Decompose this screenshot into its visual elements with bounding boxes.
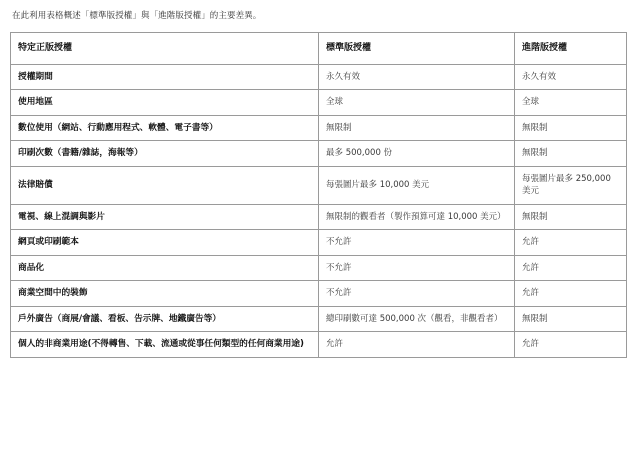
row-advanced-value: 無限制 bbox=[515, 115, 627, 141]
row-standard-value: 無限制 bbox=[319, 115, 515, 141]
row-standard-value: 永久有效 bbox=[319, 64, 515, 90]
row-feature: 電視、線上混調與影片 bbox=[11, 204, 319, 230]
table-row bbox=[11, 281, 627, 307]
row-feature: 網頁或印刷範本 bbox=[11, 230, 319, 256]
row-advanced-value: 無限制 bbox=[515, 204, 627, 230]
row-feature: 使用地區 bbox=[11, 90, 319, 116]
row-advanced-value: 允許 bbox=[515, 281, 627, 307]
table-row bbox=[11, 255, 627, 281]
row-feature: 法律賠償 bbox=[11, 166, 319, 204]
license-comparison-table bbox=[10, 32, 627, 358]
row-advanced-value: 允許 bbox=[515, 255, 627, 281]
row-standard-value: 總印刷數可達 500,000 次（觀看，非觀看者） bbox=[319, 306, 515, 332]
row-standard-value: 全球 bbox=[319, 90, 515, 116]
table-row bbox=[11, 306, 627, 332]
table-header-row bbox=[11, 33, 627, 65]
column-header-feature: 特定正版授權 bbox=[11, 33, 319, 65]
row-standard-value: 不允許 bbox=[319, 281, 515, 307]
row-advanced-value: 允許 bbox=[515, 230, 627, 256]
table-row bbox=[11, 332, 627, 358]
row-feature: 個人的非商業用途(不得轉售、下載、流通或從事任何類型的任何商業用途) bbox=[11, 332, 319, 358]
table-row bbox=[11, 64, 627, 90]
row-standard-value: 不允許 bbox=[319, 230, 515, 256]
row-standard-value: 每張圖片最多 10,000 美元 bbox=[319, 166, 515, 204]
row-feature: 商業空間中的裝飾 bbox=[11, 281, 319, 307]
row-feature: 戶外廣告（商展/會議、看板、告示牌、地鐵廣告等） bbox=[11, 306, 319, 332]
intro-paragraph: 在此利用表格概述「標準版授權」與「進階版授權」的主要差異。 bbox=[12, 11, 262, 21]
row-advanced-value: 永久有效 bbox=[515, 64, 627, 90]
row-advanced-value: 無限制 bbox=[515, 306, 627, 332]
row-standard-value: 允許 bbox=[319, 332, 515, 358]
row-standard-value: 最多 500,000 份 bbox=[319, 141, 515, 167]
row-advanced-value: 允許 bbox=[515, 332, 627, 358]
row-feature: 商品化 bbox=[11, 255, 319, 281]
row-advanced-value: 全球 bbox=[515, 90, 627, 116]
column-header-advanced: 進階版授權 bbox=[515, 33, 627, 65]
row-advanced-value: 每張圖片最多 250,000 美元 bbox=[515, 166, 627, 204]
table-body bbox=[11, 64, 627, 357]
row-standard-value: 無限制的觀看者（製作預算可達 10,000 美元） bbox=[319, 204, 515, 230]
table-row bbox=[11, 115, 627, 141]
table-row bbox=[11, 141, 627, 167]
table-row bbox=[11, 90, 627, 116]
row-standard-value: 不允許 bbox=[319, 255, 515, 281]
table-row bbox=[11, 230, 627, 256]
table-header bbox=[11, 33, 627, 65]
row-feature: 數位使用（網站、行動應用程式、軟體、電子書等） bbox=[11, 115, 319, 141]
column-header-standard: 標準版授權 bbox=[319, 33, 515, 65]
row-advanced-value: 無限制 bbox=[515, 141, 627, 167]
row-feature: 授權期間 bbox=[11, 64, 319, 90]
table-row bbox=[11, 204, 627, 230]
table-row bbox=[11, 166, 627, 204]
row-feature: 印刷次數（書籍/雜誌，海報等） bbox=[11, 141, 319, 167]
